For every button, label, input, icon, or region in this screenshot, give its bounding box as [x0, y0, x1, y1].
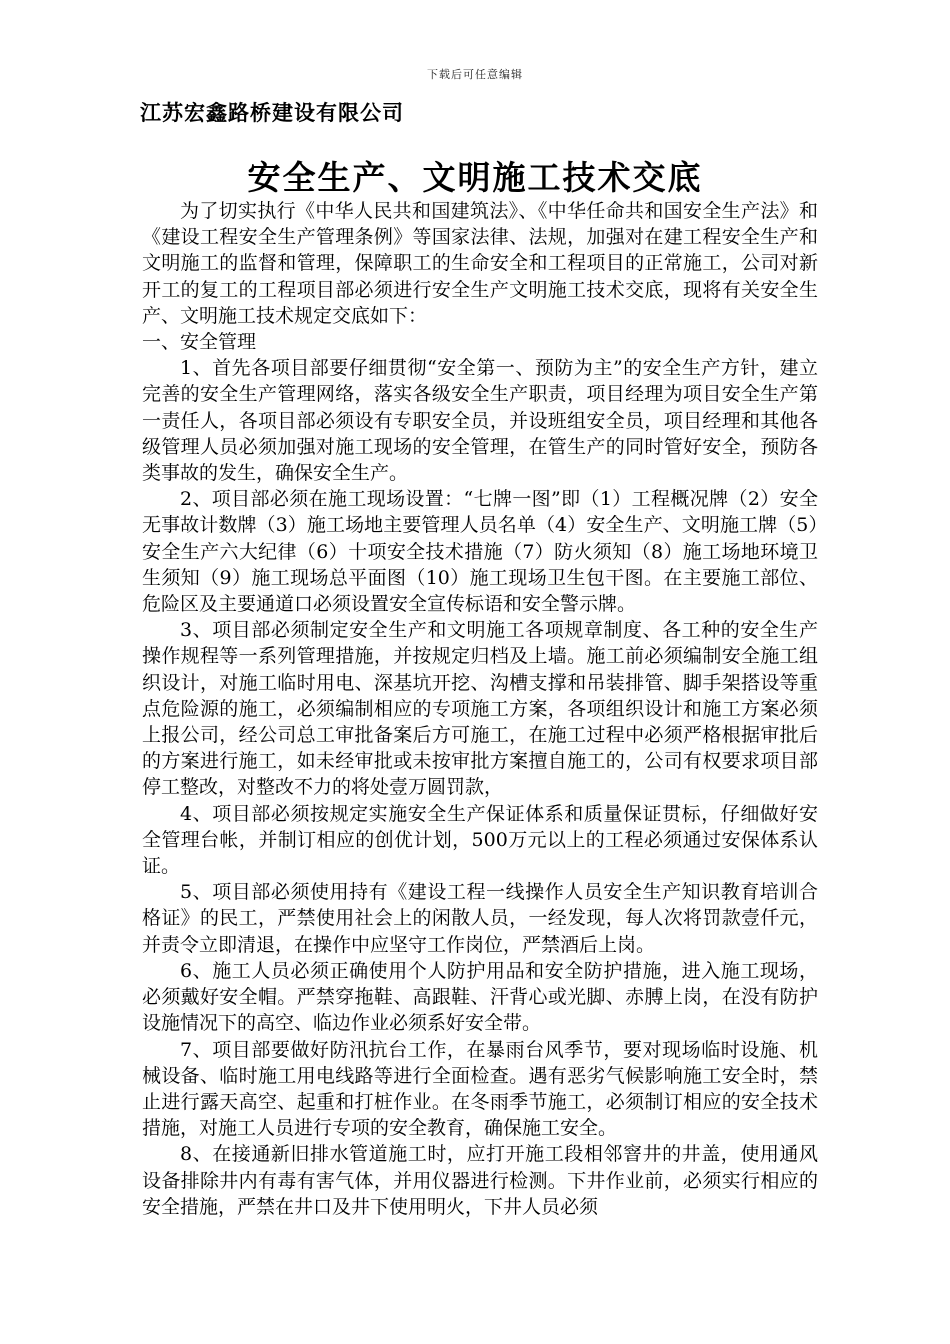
paragraph-item-7: 7、项目部要做好防汛抗台工作，在暴雨台风季节，要对现场临时设施、机械设备、临时施工用电线路等进行全面检查。遇有恶劣气候影响施工安全时，禁止进行露天高空、起重和打桩作业。在冬雨季节施工，必须制订相应的安全技术措施，对施工人员进行专项的安全教育，确保施工安全。 [142, 1038, 818, 1140]
paragraph-intro: 为了切实执行《中华人民共和国建筑法》、《中华任命共和国安全生产法》和《建设工程安全生产管理条例》等国家法律、法规，加强对在建工程安全生产和文明施工的监督和管理，保障职工的生命安全和工程项目的正常施工，公司对新开工的复工的工程项目部必须进行安全生产文明施工技术交底，现将有关安全生产、文明施工技术规定交底如下： [142, 200, 818, 327]
section-heading-safety-management: 一、安全管理 [142, 331, 257, 354]
document-title: 安全生产、文明施工技术交底 [247, 158, 703, 197]
company-name: 江苏宏鑫路桥建设有限公司 [140, 101, 404, 125]
paragraph-item-4: 4、项目部必须按规定实施安全生产保证体系和质量保证贯标，仔细做好安全管理台帐，并制订相应的创优计划，500万元以上的工程必须通过安保体系认证。 [142, 802, 818, 878]
document-body [142, 198, 818, 1220]
header-note: 下载后可任意编辑 [427, 68, 523, 81]
paragraph-item-5: 5、项目部必须使用持有《建设工程一线操作人员安全生产知识教育培训合格证》的民工，严禁使用社会上的闲散人员，一经发现，每人次将罚款壹仟元，并责令立即清退，在操作中应坚守工作岗位，严禁酒后上岗。 [142, 881, 818, 956]
paragraph-item-1: 1、首先各项目部要仔细贯彻“安全第一、预防为主”的安全生产方针，建立完善的安全生产管理网络，落实各级安全生产职责，项目经理为项目安全生产第一责任人，各项目部必须设有专职安全员，并设班组安全员，项目经理和其他各级管理人员必须加强对施工现场的安全管理，在管生产的同时管好安全，预防各类事故的发生，确保安全生产。 [142, 357, 818, 485]
paragraph-item-8: 8、在接通新旧排水管道施工时，应打开施工段相邻窨井的井盖，使用通风设备排除井内有毒有害气体，并用仪器进行检测。下井作业前，必须实行相应的安全措施，严禁在井口及井下使用明火，下井人员必须 [142, 1143, 818, 1218]
paragraph-item-2: 2、项目部必须在施工现场设置：“七牌一图”即（1）工程概况牌（2）安全无事故计数牌（3）施工场地主要管理人员名单（4）安全生产、文明施工牌（5）安全生产六大纪律（6）十项安全技术措施（7）防火须知（8）施工场地环境卫生须知（9）施工现场总平面图（10）施工现场卫生包干图。在主要施工部位、危险区及主要通道口必须设置安全宣传标语和安全警示牌。 [142, 488, 818, 616]
paragraph-item-3: 3、项目部必须制定安全生产和文明施工各项规章制度、各工种的安全生产操作规程等一系列管理措施，并按规定归档及上墙。施工前必须编制安全施工组织设计，对施工临时用电、深基坑开挖、沟槽支撑和吊装排管、脚手架搭设等重点危险源的施工，必须编制相应的专项施工方案，各项组织设计和施工方案必须上报公司，经公司总工审批备案后方可施工，在施工过程中必须严格根据审批后的方案进行施工，如未经审批或未按审批方案擅自施工的，公司有权要求项目部停工整改，对整改不力的将处壹万圆罚款， [142, 619, 818, 799]
paragraph-item-6: 6、施工人员必须正确使用个人防护用品和安全防护措施，进入施工现场，必须戴好安全帽。严禁穿拖鞋、高跟鞋、汗背心或光脚、赤膊上岗，在没有防护设施情况下的高空、临边作业必须系好安全带。 [142, 959, 818, 1035]
